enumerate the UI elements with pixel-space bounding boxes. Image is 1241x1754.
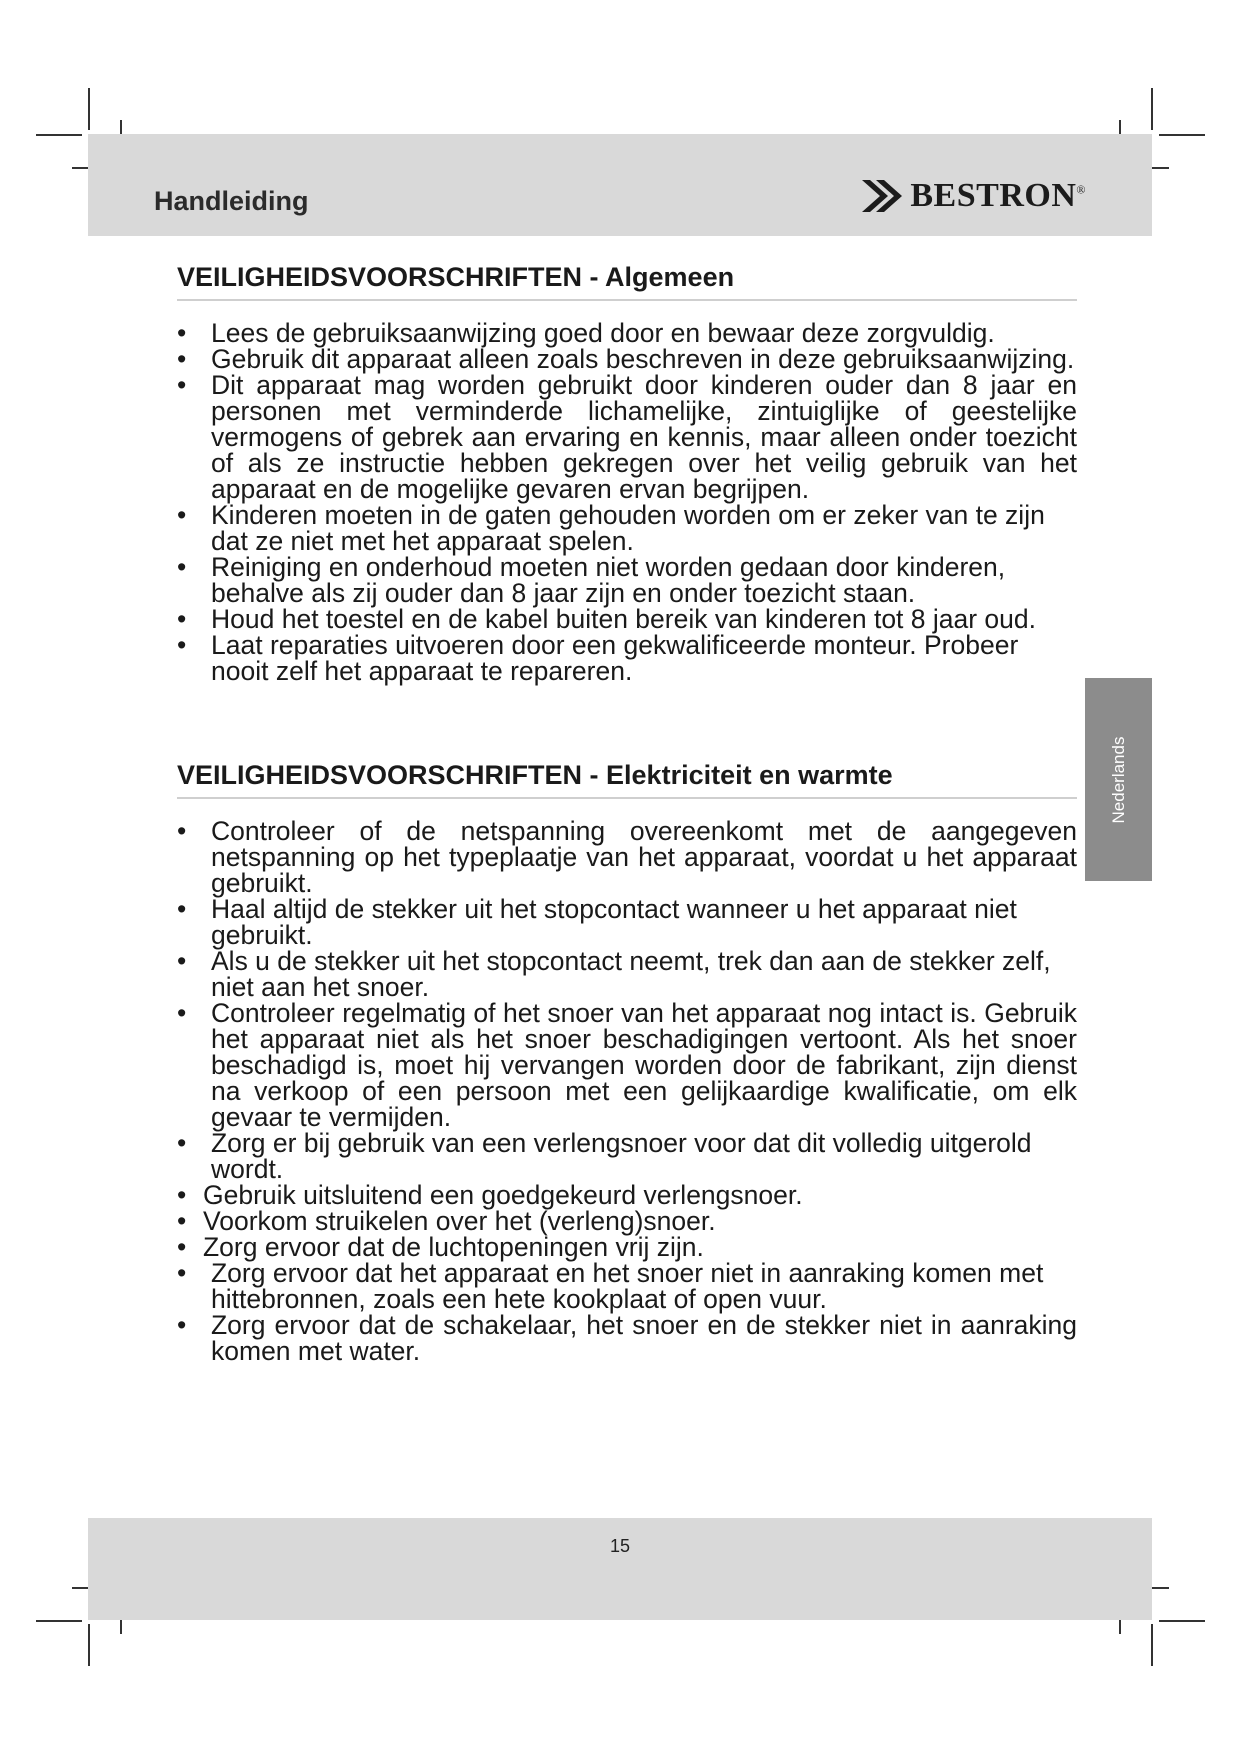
list-item: • Reiniging en onderhoud moeten niet worden gedaan door kinderen, behalve als zij ouder dan 8 jaar zijn en onder toezicht staan.: [177, 554, 1077, 606]
footer-band: [88, 1518, 1152, 1620]
brand-chevron-icon: [858, 176, 908, 216]
list-item: • Lees de gebruiksaanwijzing goed door en bewaar deze zorgvuldig.: [177, 320, 1077, 346]
crop-mark: [36, 1620, 82, 1622]
list-item: • Laat reparaties uitvoeren door een gekwalificeerde monteur. Probeer nooit zelf het apparaat te repareren.: [177, 632, 1077, 684]
brand-logo: [858, 176, 1086, 216]
list-item: • Zorg ervoor dat de schakelaar, het snoer en de stekker niet in aanraking komen met water.: [177, 1312, 1077, 1364]
list-item: • Dit apparaat mag worden gebruikt door kinderen ouder dan 8 jaar en personen met verminderde lichamelijke, zintuiglijke of geestelijke vermogens of gebrek aan ervaring en kennis, maar alleen onder toezicht of als ze instructie hebben gekregen over het veilig gebruik van het apparaat en de mogelijke gevaren ervan begrijpen.: [177, 372, 1077, 502]
crop-mark: [88, 1624, 90, 1666]
brand-name: BESTRON®: [910, 177, 1086, 214]
list-item: • Zorg er bij gebruik van een verlengsnoer voor dat dit volledig uitgerold wordt.: [177, 1130, 1077, 1182]
crop-mark: [1159, 1620, 1205, 1622]
language-label: Nederlands: [1108, 736, 1128, 823]
list-item: • Voorkom struikelen over het (verleng)snoer.: [177, 1208, 1077, 1234]
page-title: Handleiding: [154, 186, 309, 216]
crop-mark: [1159, 134, 1205, 136]
header-band: [88, 134, 1152, 236]
section-title-electricity: VEILIGHEIDSVOORSCHRIFTEN - Elektriciteit en warmte: [177, 760, 1077, 799]
list-item: • Gebruik uitsluitend een goedgekeurd verlengsnoer.: [177, 1182, 1077, 1208]
general-safety-list: [177, 320, 1077, 684]
crop-mark: [1151, 1624, 1153, 1666]
electrical-safety-list: [177, 818, 1077, 1364]
list-item: • Houd het toestel en de kabel buiten bereik van kinderen tot 8 jaar oud.: [177, 606, 1077, 632]
list-item: • Gebruik dit apparaat alleen zoals beschreven in deze gebruiksaanwijzing.: [177, 346, 1077, 372]
crop-mark: [88, 88, 90, 130]
list-item: • Als u de stekker uit het stopcontact neemt, trek dan aan de stekker zelf, niet aan het snoer.: [177, 948, 1077, 1000]
list-item: • Controleer regelmatig of het snoer van het apparaat nog intact is. Gebruik het apparaat niet als het snoer beschadigingen vertoont. Als het snoer beschadigd is, moet hij vervangen worden door de fabrikant, zijn dienst na verkoop of een persoon met een gelijkaardige kwalificatie, om elk gevaar te vermijden.: [177, 1000, 1077, 1130]
list-item: • Zorg ervoor dat de luchtopeningen vrij zijn.: [177, 1234, 1077, 1260]
section-title-general: VEILIGHEIDSVOORSCHRIFTEN - Algemeen: [177, 262, 1077, 301]
page-number: 15: [609, 1536, 631, 1556]
list-item: • Controleer of de netspanning overeenkomt met de aangegeven netspanning op het typeplaatje van het apparaat, voordat u het apparaat gebruikt.: [177, 818, 1077, 896]
list-item: • Zorg ervoor dat het apparaat en het snoer niet in aanraking komen met hittebronnen, zoals een hete kookplaat of open vuur.: [177, 1260, 1077, 1312]
crop-mark: [36, 134, 82, 136]
registered-mark: ®: [1076, 182, 1086, 197]
language-tab: [1085, 678, 1152, 881]
crop-mark: [1151, 88, 1153, 130]
list-item: • Haal altijd de stekker uit het stopcontact wanneer u het apparaat niet gebruikt.: [177, 896, 1077, 948]
list-item: • Kinderen moeten in de gaten gehouden worden om er zeker van te zijn dat ze niet met het apparaat spelen.: [177, 502, 1077, 554]
